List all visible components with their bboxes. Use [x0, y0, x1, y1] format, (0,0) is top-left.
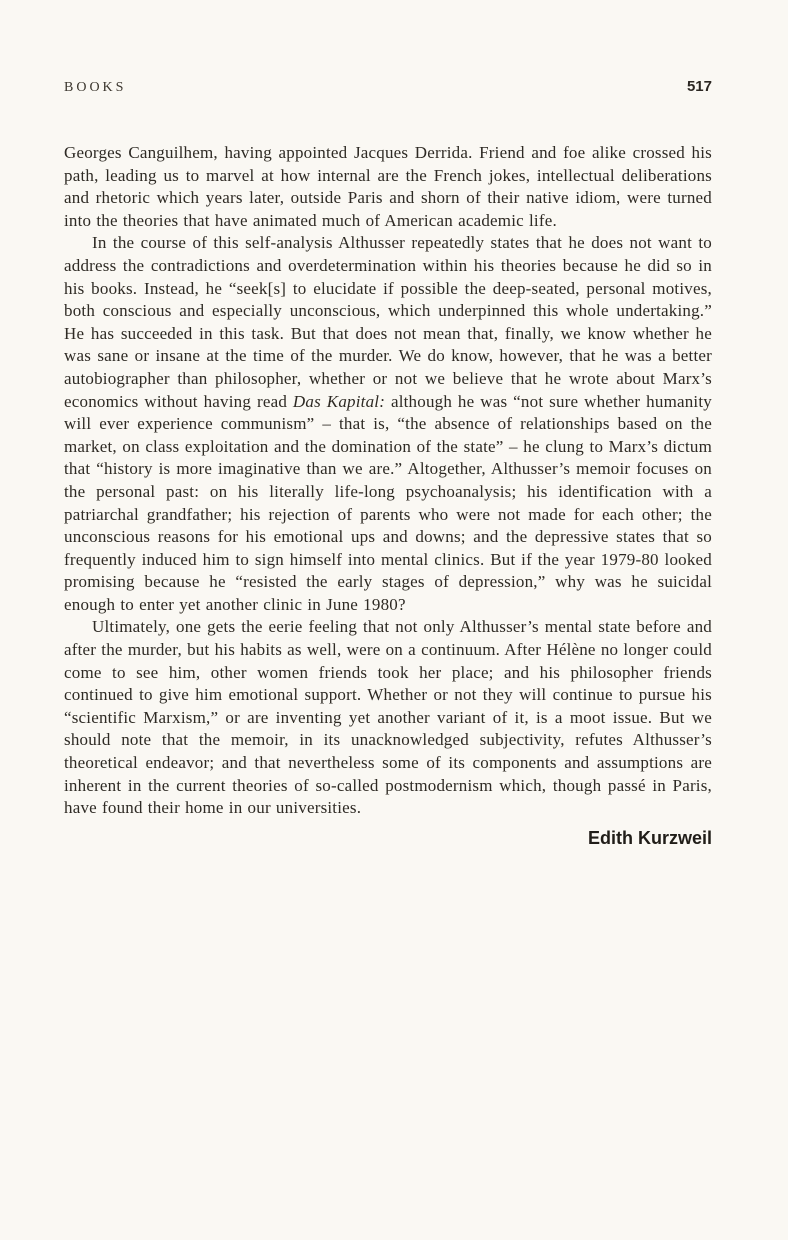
paragraph-2 — [64, 232, 712, 616]
paragraph-1-text: Georges Canguilhem, having appointed Jacques Derrida. Friend and foe alike crossed his path, leading us to marvel at how internal are the French jokes, intellectual deliberations and rhetoric which years later, outside Paris and shorn of their native idiom, were turned into the theories that have animated much of American academic life. — [64, 143, 712, 230]
paragraph-2-text-a: In the course of this self-analysis Althusser repeatedly states that he does not want to address the contradictions and overdetermination within his theories because he did so in his books. Instead, he “seek[s] to elucidate if possible the deep-seated, personal motives, both conscious and especially unconscious, which underpinned this whole undertaking.” He has succeeded in this task. But that does not mean that, finally, we know whether he was sane or insane at the time of the murder. We do know, however, that he was a better autobiographer than philosopher, whether or not we believe that he wrote about Marx’s economics without having read — [64, 233, 712, 411]
paragraph-3 — [64, 616, 712, 819]
paragraph-2-text-b: although he was “not sure whether humanity will ever experience communism” – that is, “the absence of relationships based on the market, on class exploitation and the domination of the state” – he clung to Marx’s dictum that “history is more imaginative than we are.” Altogether, Althusser’s memoir focuses on the personal past: on his literally life-long psychoanalysis; his identification with a patriarchal grandfather; his rejection of parents who were not made for each other; the unconscious reasons for his emotional ups and downs; and the depressive states that so frequently induced him to sign himself into mental clinics. But if the year 1979-80 looked promising because he “resisted the early stages of depression,” why was he suicidal enough to enter yet another clinic in June 1980? — [64, 391, 712, 614]
paragraph-1 — [64, 142, 712, 232]
book-title-das-kapital: Das Kapital: — [292, 391, 386, 411]
page-header — [64, 78, 712, 96]
page-body — [64, 142, 712, 820]
page-number: 517 — [686, 78, 712, 95]
paragraph-3-text: Ultimately, one gets the eerie feeling that not only Althusser’s mental state before and after the murder, but his habits as well, were on a continuum. After Hélène no longer could come to see him, other women friends took her place; and his philosopher friends continued to give him emotional support. Whether or not they will continue to pursue his “scientific Marxism,” or are inventing yet another variant of it, is a moot issue. But we should note that the memoir, in its unacknowledged subjectivity, refutes Althusser’s theoretical endeavor; and that nevertheless some of its components and assumptions are inherent in the current theories of so-called postmodernism which, though passé in Paris, have found their home in our universities. — [64, 617, 712, 818]
section-label: BOOKS — [64, 80, 127, 95]
signature-author: Edith Kurzweil — [587, 827, 712, 848]
